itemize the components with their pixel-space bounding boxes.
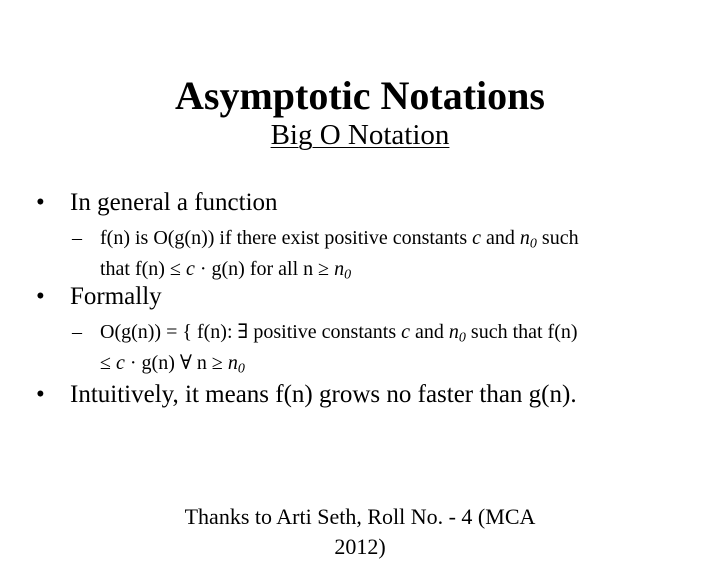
var-n: n — [519, 227, 530, 249]
text-run: ≤ — [100, 351, 116, 374]
var-c: c — [115, 351, 125, 374]
sub-bullet-2 — [72, 320, 578, 381]
sub-bullet-line — [72, 320, 578, 351]
slide-subtitle: Big O Notation — [270, 119, 450, 151]
text-run: such — [536, 227, 579, 249]
text-run: that f(n) ≤ — [100, 257, 186, 280]
slide-footer — [0, 502, 720, 562]
text-run: · g(n) for all n ≥ — [194, 257, 335, 280]
sub-bullet-line — [72, 351, 578, 382]
sub-bullet-1 — [72, 226, 579, 287]
var-c: c — [401, 321, 411, 343]
bullet-item-1 — [36, 188, 278, 218]
bullet-marker: • — [36, 381, 45, 408]
bullet-marker: • — [36, 189, 45, 216]
var-c: c — [472, 227, 482, 249]
bullet-item-3 — [36, 380, 577, 410]
bullet-text: In general a function — [70, 189, 278, 216]
slide-title: Asymptotic Notations — [175, 73, 545, 118]
text-run: · g(n) ∀ n ≥ — [124, 351, 228, 374]
bullet-text: Intuitively, it means f(n) grows no faster than g(n). — [70, 381, 577, 408]
subscript-zero: 0 — [237, 361, 245, 376]
footer-line: 2012) — [334, 534, 386, 559]
footer-line: Thanks to Arti Seth, Roll No. - 4 (MCA — [184, 504, 536, 529]
subscript-zero: 0 — [529, 236, 537, 252]
var-n: n — [334, 257, 345, 280]
dash-marker: – — [72, 321, 82, 343]
text-run: f(n) is O(g(n)) if there exist positive constants — [100, 227, 473, 249]
bullet-marker: • — [36, 283, 45, 310]
text-run: and — [481, 227, 520, 249]
bullet-item-2 — [36, 282, 162, 312]
var-c: c — [185, 257, 195, 280]
subscript-zero: 0 — [344, 267, 352, 282]
bullet-text: Formally — [70, 283, 162, 310]
text-run: such that f(n) — [465, 321, 578, 343]
sub-bullet-line — [72, 226, 579, 257]
dash-marker: – — [72, 227, 82, 249]
var-n: n — [227, 351, 238, 374]
subscript-zero: 0 — [458, 330, 466, 346]
text-run: and — [410, 321, 449, 343]
text-run: O(g(n)) = { f(n): ∃ positive constants — [100, 321, 402, 343]
var-n: n — [448, 321, 459, 343]
